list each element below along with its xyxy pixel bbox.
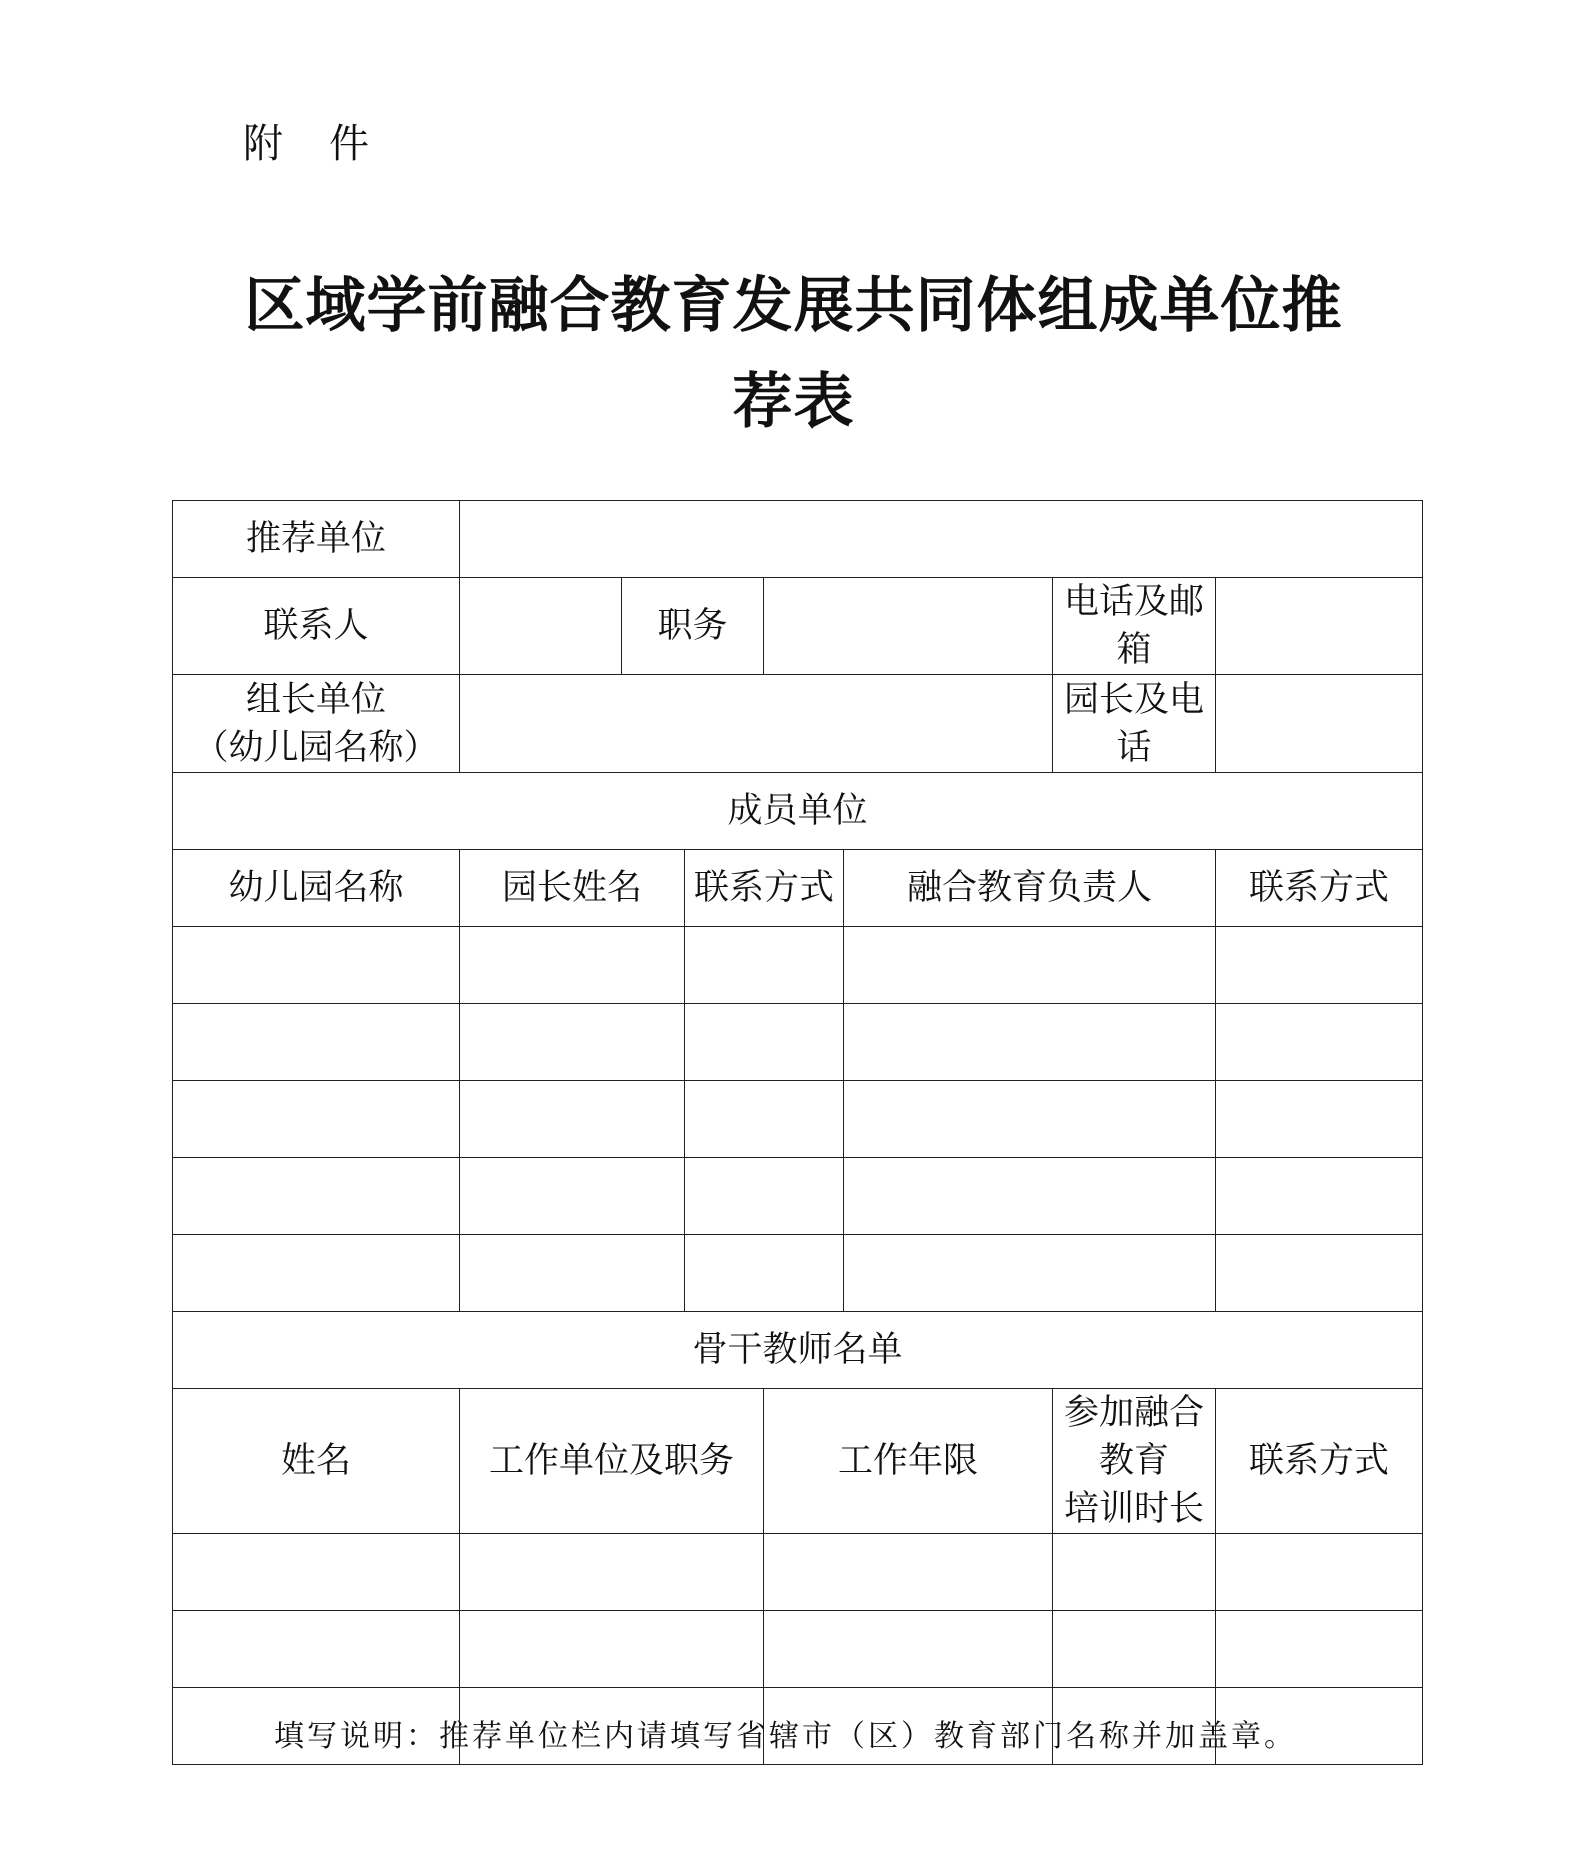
label-phone-email: 电话及邮箱 [1053,578,1216,675]
teacher-cell[interactable] [1053,1534,1216,1611]
member-row [173,1158,1423,1235]
member-cell[interactable] [685,1158,844,1235]
label-recommending-unit: 推荐单位 [173,501,460,578]
fill-instructions: 填写说明：推荐单位栏内请填写省辖市（区）教育部门名称并加盖章。 [274,1719,1297,1754]
input-position[interactable] [764,578,1053,675]
label-director-phone: 园长及电话 [1053,675,1216,773]
member-cell[interactable] [173,927,460,1004]
member-cell[interactable] [460,1081,685,1158]
teacher-cell[interactable] [460,1534,764,1611]
teacher-col-training-line-1: 参加融合教育 [1063,1393,1204,1481]
members-section-heading: 成员单位 [173,773,1423,850]
member-cell[interactable] [685,927,844,1004]
teacher-row [173,1611,1423,1688]
member-row [173,1081,1423,1158]
teacher-col-training [1053,1389,1216,1534]
row-recommending-unit [173,501,1423,578]
row-member-headers [173,850,1423,927]
member-cell[interactable] [460,1235,685,1312]
row-contact [173,578,1423,675]
title-line-2: 荐表 [732,367,855,437]
member-cell[interactable] [1216,1081,1423,1158]
member-cell[interactable] [844,1158,1216,1235]
teacher-col-training-line-2: 培训时长 [1063,1489,1204,1529]
recommendation-form-table [172,500,1423,1765]
attachment-label [243,112,371,169]
member-cell[interactable] [460,1004,685,1081]
teacher-col-years: 工作年限 [764,1389,1053,1534]
teacher-cell[interactable] [1053,1611,1216,1688]
member-cell[interactable] [685,1081,844,1158]
member-col-contact: 联系方式 [685,850,844,927]
member-cell[interactable] [685,1004,844,1081]
teacher-cell[interactable] [173,1534,460,1611]
teacher-cell[interactable] [764,1534,1053,1611]
page-title [0,258,1587,450]
member-col-lead-contact: 联系方式 [1216,850,1423,927]
label-leader-unit-line-2: （幼儿园名称） [193,727,439,768]
member-cell[interactable] [1216,1158,1423,1235]
member-cell[interactable] [844,1004,1216,1081]
teacher-col-contact: 联系方式 [1216,1389,1423,1534]
member-col-inclusive-lead: 融合教育负责人 [844,850,1216,927]
member-cell[interactable] [1216,1004,1423,1081]
member-row [173,1004,1423,1081]
label-leader-unit-line-1: 组长单位 [245,679,386,720]
input-director-phone[interactable] [1216,675,1423,773]
input-contact-person[interactable] [460,578,622,675]
row-members-section [173,773,1423,850]
teacher-col-unit-position: 工作单位及职务 [460,1389,764,1534]
teacher-cell[interactable] [1216,1611,1423,1688]
member-row [173,927,1423,1004]
teacher-col-name: 姓名 [173,1389,460,1534]
input-leader-unit[interactable] [460,675,1053,773]
row-teachers-section [173,1312,1423,1389]
label-contact-person: 联系人 [173,578,460,675]
member-cell[interactable] [844,1235,1216,1312]
member-cell[interactable] [1216,927,1423,1004]
teachers-section-heading: 骨干教师名单 [173,1312,1423,1389]
member-col-director: 园长姓名 [460,850,685,927]
label-position: 职务 [622,578,764,675]
member-col-kindergarten: 幼儿园名称 [173,850,460,927]
member-cell[interactable] [460,1158,685,1235]
row-teacher-headers [173,1389,1423,1534]
member-cell[interactable] [173,1004,460,1081]
member-cell[interactable] [844,927,1216,1004]
member-cell[interactable] [173,1235,460,1312]
title-line-1: 区域学前融合教育发展共同体组成单位推 [244,271,1343,341]
member-cell[interactable] [173,1158,460,1235]
teacher-cell[interactable] [173,1611,460,1688]
row-leader-unit [173,675,1423,773]
member-cell[interactable] [173,1081,460,1158]
member-cell[interactable] [685,1235,844,1312]
teacher-cell[interactable] [460,1611,764,1688]
member-cell[interactable] [844,1081,1216,1158]
teacher-row [173,1534,1423,1611]
label-leader-unit [173,675,460,773]
attachment-char-2: 件 [329,121,371,167]
attachment-char-1: 附 [243,121,285,167]
member-cell[interactable] [1216,1235,1423,1312]
teacher-cell[interactable] [764,1611,1053,1688]
member-cell[interactable] [460,927,685,1004]
input-phone-email[interactable] [1216,578,1423,675]
input-recommending-unit[interactable] [460,501,1423,578]
teacher-cell[interactable] [1216,1534,1423,1611]
member-row [173,1235,1423,1312]
